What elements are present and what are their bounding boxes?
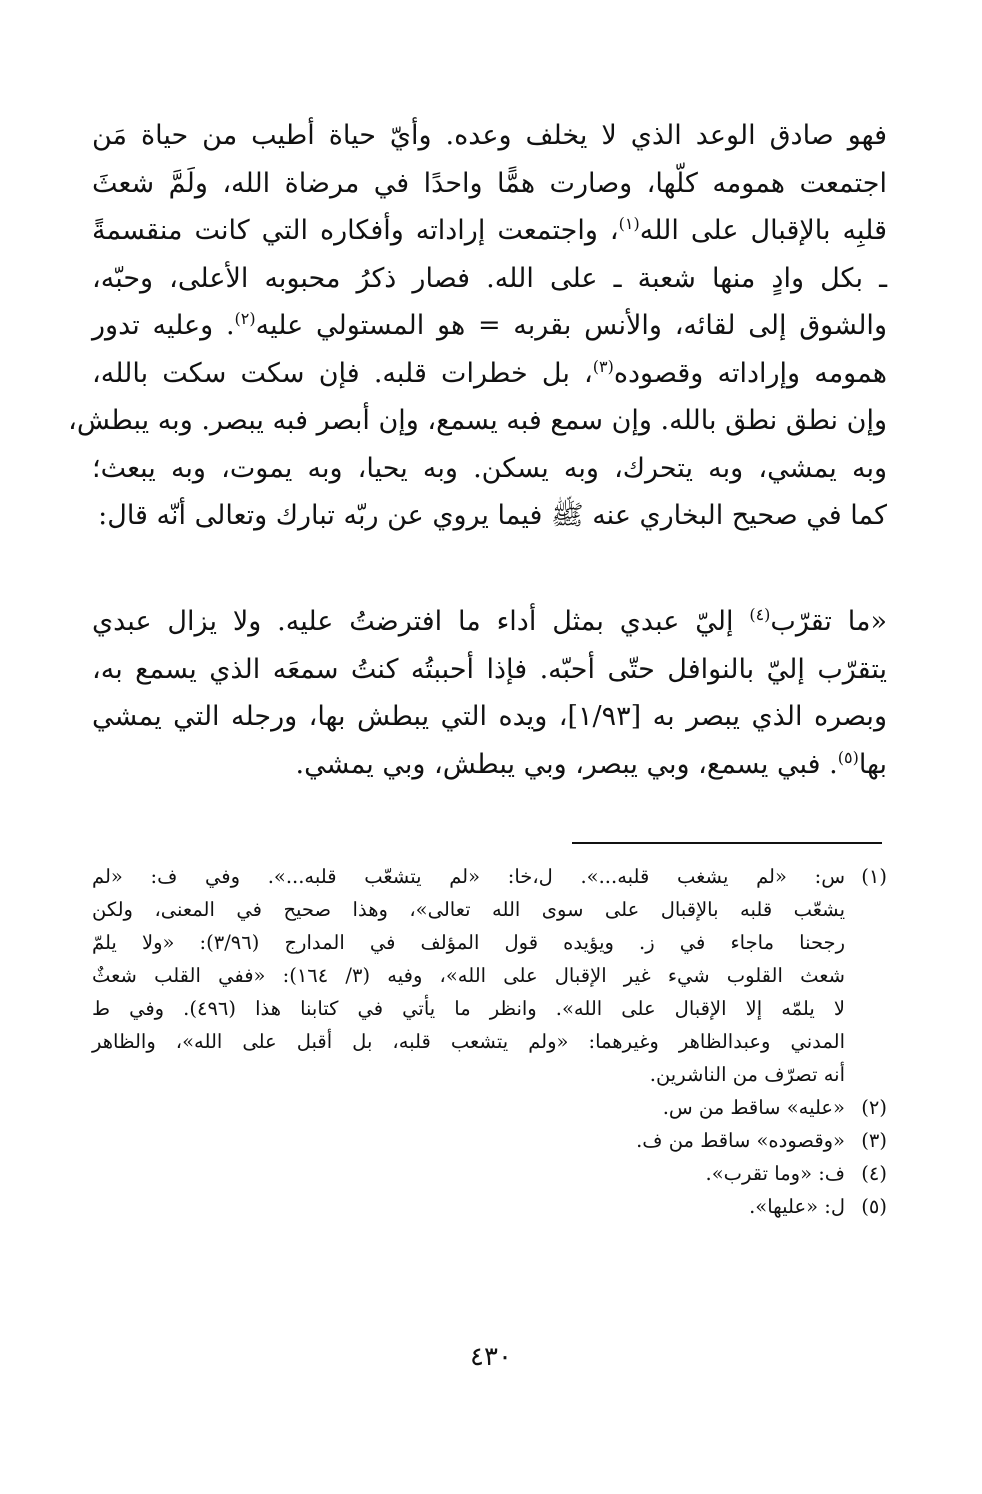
footnote-line: لا يلمّه إلا الإقبال على الله». وانظر ما يأتي في كتابنا هذا (٤٩٦). وفي ط — [92, 997, 845, 1020]
quote-line — [92, 741, 887, 789]
footnote-5 — [92, 1190, 887, 1223]
footnote-line: س: «لم يشغب قلبه...». ل،خا: «لم يتشعّب قلبه...». وفي ف: «لم — [92, 865, 845, 888]
text-line — [92, 207, 887, 255]
footnote-2 — [92, 1091, 887, 1124]
footnotes-section — [92, 860, 887, 1223]
footnote-number: (٢) — [861, 1096, 887, 1119]
footnote-body — [92, 1124, 845, 1157]
text-segment: «ما تقرّب — [770, 606, 887, 637]
footnote-divider — [572, 842, 882, 844]
footnote-ref-4[interactable]: (٤) — [749, 605, 771, 624]
footnote-line: «عليه» ساقط من س. — [662, 1096, 845, 1119]
text-segment: ، واجتمعت إراداته وأفكاره التي كانت منقسمةً — [92, 215, 619, 246]
footnote-ref-3[interactable]: (٣) — [592, 356, 614, 376]
footnote-number: (٤) — [861, 1162, 887, 1185]
footnote-line: المدني وعبدالظاهر وغيرهما: «ولم يتشعب قلبه، بل أقبل على الله»، والظاهر — [92, 1030, 845, 1053]
main-paragraph — [68, 112, 887, 540]
text-line: وإن نطق نطق بالله. وإن سمع فبه يسمع، وإن أبصر فبه يبصر. وبه يبطش، — [68, 405, 887, 436]
footnote-number: (١) — [861, 865, 887, 888]
footnote-number: (٣) — [861, 1129, 887, 1152]
footnote-line: «وقصوده» ساقط من ف. — [636, 1129, 845, 1152]
footnote-body — [92, 1091, 845, 1124]
footnote-4 — [92, 1157, 887, 1190]
footnote-1 — [92, 860, 887, 1091]
page-number: ٤٣٠ — [470, 1342, 512, 1372]
text-segment: قلبِه بالإقبال على الله — [639, 215, 887, 246]
text-line: وبه يمشي، وبه يتحرك، وبه يسكن. وبه يحيا، وبه يموت، وبه يبعث؛ — [92, 452, 887, 484]
text-segment: والشوق إلى لقائه، والأنس بقربه = هو المستولي عليه — [255, 310, 887, 341]
text-line: ـ بكل وادٍ منها شعبة ـ على الله. فصار ذكرُ محبوبه الأعلى، وحبّه، — [92, 262, 887, 294]
footnote-body — [92, 860, 845, 1091]
footnote-number: (٥) — [861, 1195, 887, 1218]
text-line: اجتمعت همومه كلّها، وصارت همًّا واحدًا في مرضاة الله، ولَمَّ شعثَ — [92, 167, 887, 199]
footnote-ref-1[interactable]: (١) — [618, 214, 640, 233]
footnote-ref-2[interactable]: (٢) — [234, 309, 256, 328]
text-line: فهو صادق الوعد الذي لا يخلف وعده. وأيّ حياة أطيب من حياة مَن — [92, 120, 887, 151]
quote-line — [92, 598, 887, 646]
text-segment: ، بل خطرات قلبه. فإن سكت سكت بالله، — [92, 357, 593, 389]
footnote-ref-5[interactable]: (٥) — [837, 747, 859, 767]
text-segment: . فبي يسمع، وبي يبصر، وبي يبطش، وبي يمشي. — [295, 748, 838, 780]
text-line — [92, 350, 887, 398]
text-segment: بها — [858, 748, 887, 780]
footnote-body — [92, 1157, 845, 1190]
footnote-line: يشعّب قلبه بالإقبال على سوى الله تعالى»، وهذا صحيح في المعنى، ولكن — [92, 898, 845, 921]
hadith-quote — [92, 598, 887, 788]
text-segment: إليّ عبدي بمثل أداء ما افترضتُ عليه. ولا يزال عبدي — [92, 606, 750, 637]
text-line — [92, 302, 887, 350]
footnote-line: ف: «وما تقرب». — [705, 1162, 845, 1185]
text-segment: . وعليه تدور — [92, 310, 235, 341]
footnote-line: رجحنا ماجاء في ز. ويؤيده قول المؤلف في المدارج (٣/٩٦): «ولا يلمّ — [92, 931, 846, 954]
text-line: كما في صحيح البخاري عنه ﷺ فيما يروي عن ربّه تبارك وتعالى أنّه قال: — [98, 500, 887, 531]
footnote-line: ل: «عليها». — [749, 1195, 845, 1218]
footnote-body — [92, 1190, 845, 1223]
footnote-3 — [92, 1124, 887, 1157]
footnote-line: شعث القلوب شيء غير الإقبال على الله»، وفيه (٣/ ١٦٤): «ففي القلب شعثٌ — [92, 964, 845, 987]
quote-line: يتقرّب إليّ بالنوافل حتّى أحبّه. فإذا أحببتُه كنتُ سمعَه الذي يسمع به، — [92, 653, 887, 685]
quote-line: وبصره الذي يبصر به [١/٩٣]، ويده التي يبطش بها، ورجله التي يمشي — [92, 701, 887, 732]
footnote-line: أنه تصرّف من الناشرين. — [649, 1063, 845, 1086]
text-segment: همومه وإراداته وقصوده — [613, 357, 887, 389]
